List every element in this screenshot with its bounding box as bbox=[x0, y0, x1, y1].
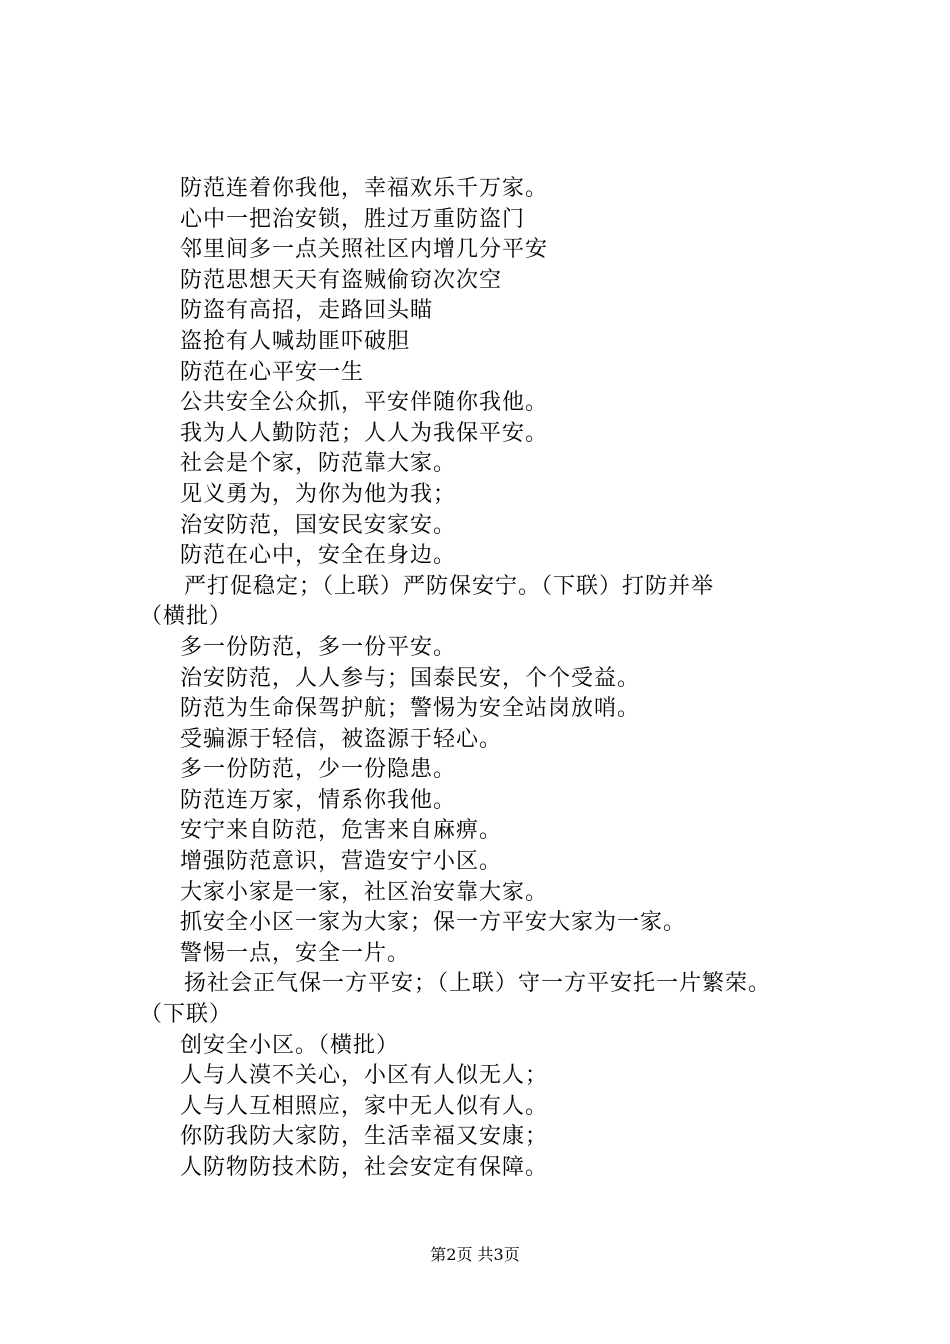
text-line: 多一份防范，多一份平安。 bbox=[180, 634, 457, 660]
text-line: 防范为生命保驾护航；警惕为安全站岗放哨。 bbox=[180, 696, 641, 722]
text-line: 防范连着你我他，幸福欢乐千万家。 bbox=[180, 176, 549, 201]
text-line: 防盗有高招，走路回头瞄 bbox=[180, 298, 434, 324]
text-line: 人与人漠不关心，小区有人似无人； bbox=[180, 1063, 549, 1089]
text-line: 防范在心中，安全在身边。 bbox=[180, 543, 457, 569]
text-line: （下联） bbox=[140, 1002, 233, 1028]
text-line: 公共安全公众抓，平安伴随你我他。 bbox=[180, 390, 549, 416]
page-number-label: 第2页 共3页 bbox=[430, 1245, 520, 1264]
text-line: 增强防范意识，营造安宁小区。 bbox=[180, 849, 503, 875]
text-line: 社会是个家，防范靠大家。 bbox=[180, 451, 457, 477]
text-line: 大家小家是一家，社区治安靠大家。 bbox=[180, 879, 549, 905]
text-line: 人防物防技术防，社会安定有保障。 bbox=[180, 1155, 549, 1180]
text-line: 治安防范，国安民安家安。 bbox=[180, 512, 457, 538]
text-line: 抓安全小区一家为大家；保一方平安大家为一家。 bbox=[180, 910, 687, 936]
text-line: 防范在心平安一生 bbox=[180, 359, 365, 385]
text-line: 邻里间多一点关照社区内增几分平安 bbox=[180, 237, 549, 263]
text-line: 你防我防大家防，生活幸福又安康； bbox=[180, 1124, 549, 1150]
text-line: 治安防范，人人参与；国泰民安，个个受益。 bbox=[180, 665, 641, 691]
text-line: 盗抢有人喊劫匪吓破胆 bbox=[180, 328, 411, 354]
text-line: 扬社会正气保一方平安；（上联）守一方平安托一片繁荣。 bbox=[184, 971, 772, 997]
text-line: 防范思想天天有盗贼偷窃次次空 bbox=[180, 267, 503, 293]
text-line: 安宁来自防范，危害来自麻痹。 bbox=[180, 818, 503, 844]
text-line: 受骗源于轻信，被盗源于轻心。 bbox=[180, 726, 503, 752]
text-line: 多一份防范，少一份隐患。 bbox=[180, 757, 457, 783]
text-line: 警惕一点，安全一片。 bbox=[180, 940, 411, 966]
text-line: 防范连万家，情系你我他。 bbox=[180, 787, 457, 813]
text-line: 我为人人勤防范；人人为我保平安。 bbox=[180, 420, 549, 446]
text-line: 创安全小区。（横批） bbox=[180, 1032, 400, 1058]
page-footer bbox=[0, 1244, 950, 1266]
text-line: 人与人互相照应，家中无人似有人。 bbox=[180, 1093, 549, 1119]
text-line: 见义勇为，为你为他为我； bbox=[180, 481, 457, 507]
document-body bbox=[140, 174, 860, 1184]
text-line: 心中一把治安锁，胜过万重防盗门 bbox=[180, 206, 526, 232]
text-line: （横批） bbox=[140, 604, 233, 630]
text-line: 严打促稳定；（上联）严防保安宁。（下联）打防并举 bbox=[184, 573, 715, 599]
